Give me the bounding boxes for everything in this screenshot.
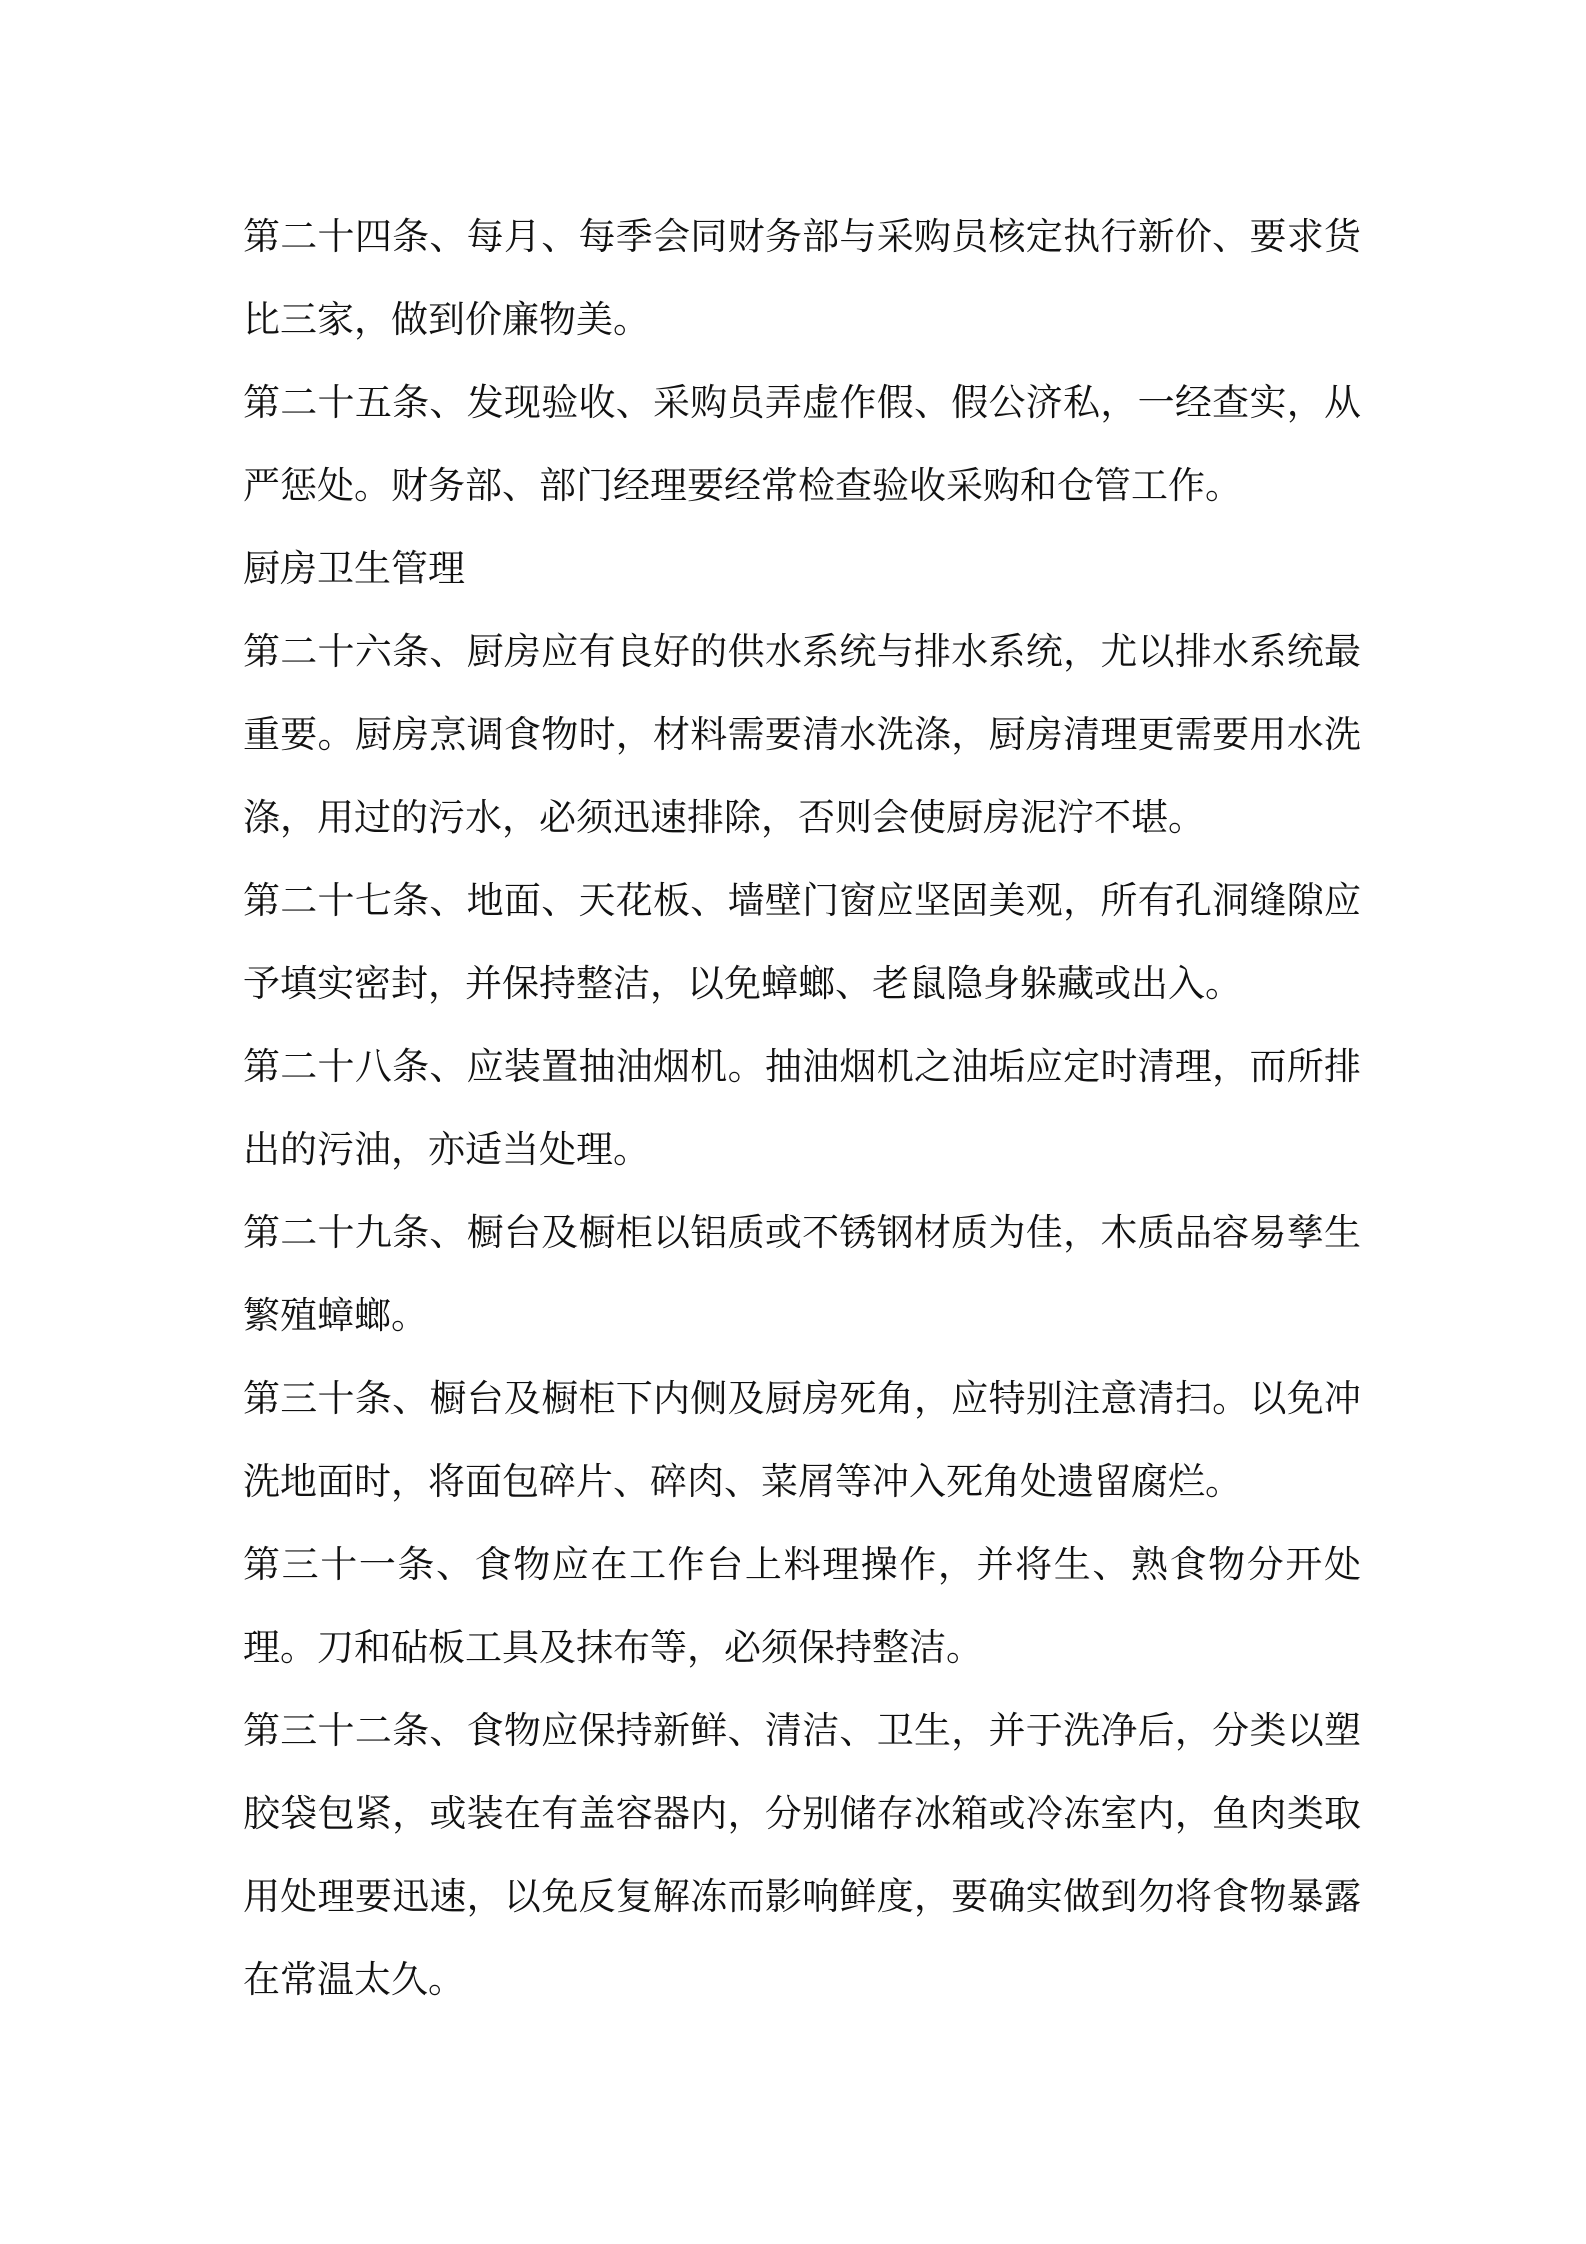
article-29-paragraph: 第二十九条、橱台及橱柜以铝质或不锈钢材质为佳，木质品容易孳生繁殖蟑螂。 — [243, 1211, 1361, 1337]
article-28-paragraph: 第二十八条、应装置抽油烟机。抽油烟机之油垢应定时清理，而所排出的污油，亦适当处理。 — [243, 1045, 1361, 1171]
document-body — [243, 195, 1361, 2021]
article-24-paragraph: 第二十四条、每月、每季会同财务部与采购员核定执行新价、要求货比三家，做到价廉物美。 — [243, 215, 1361, 341]
article-32-paragraph: 第三十二条、食物应保持新鲜、清洁、卫生，并于洗净后，分类以塑胶袋包紧，或装在有盖容器内，分别储存冰箱或冷冻室内，鱼肉类取用处理要迅速，以免反复解冻而影响鲜度，要确实做到勿将食物暴露在常温太久。 — [243, 1709, 1361, 2001]
article-31-paragraph: 第三十一条、食物应在工作台上料理操作，并将生、熟食物分开处理。刀和砧板工具及抹布等，必须保持整洁。 — [243, 1543, 1361, 1669]
article-26-paragraph: 第二十六条、厨房应有良好的供水系统与排水系统，尤以排水系统最重要。厨房烹调食物时，材料需要清水洗涤，厨房清理更需要用水洗涤，用过的污水，必须迅速排除，否则会使厨房泥泞不堪。 — [243, 630, 1361, 839]
article-27-paragraph: 第二十七条、地面、天花板、墙壁门窗应坚固美观，所有孔洞缝隙应予填实密封，并保持整洁，以免蟑螂、老鼠隐身躲藏或出入。 — [243, 879, 1361, 1005]
article-25-paragraph: 第二十五条、发现验收、采购员弄虚作假、假公济私，一经查实，从严惩处。财务部、部门经理要经常检查验收采购和仓管工作。 — [243, 381, 1361, 507]
section-heading-kitchen-hygiene: 厨房卫生管理 — [243, 547, 465, 590]
article-30-paragraph: 第三十条、橱台及橱柜下内侧及厨房死角，应特别注意清扫。以免冲洗地面时，将面包碎片、碎肉、菜屑等冲入死角处遗留腐烂。 — [243, 1377, 1361, 1503]
